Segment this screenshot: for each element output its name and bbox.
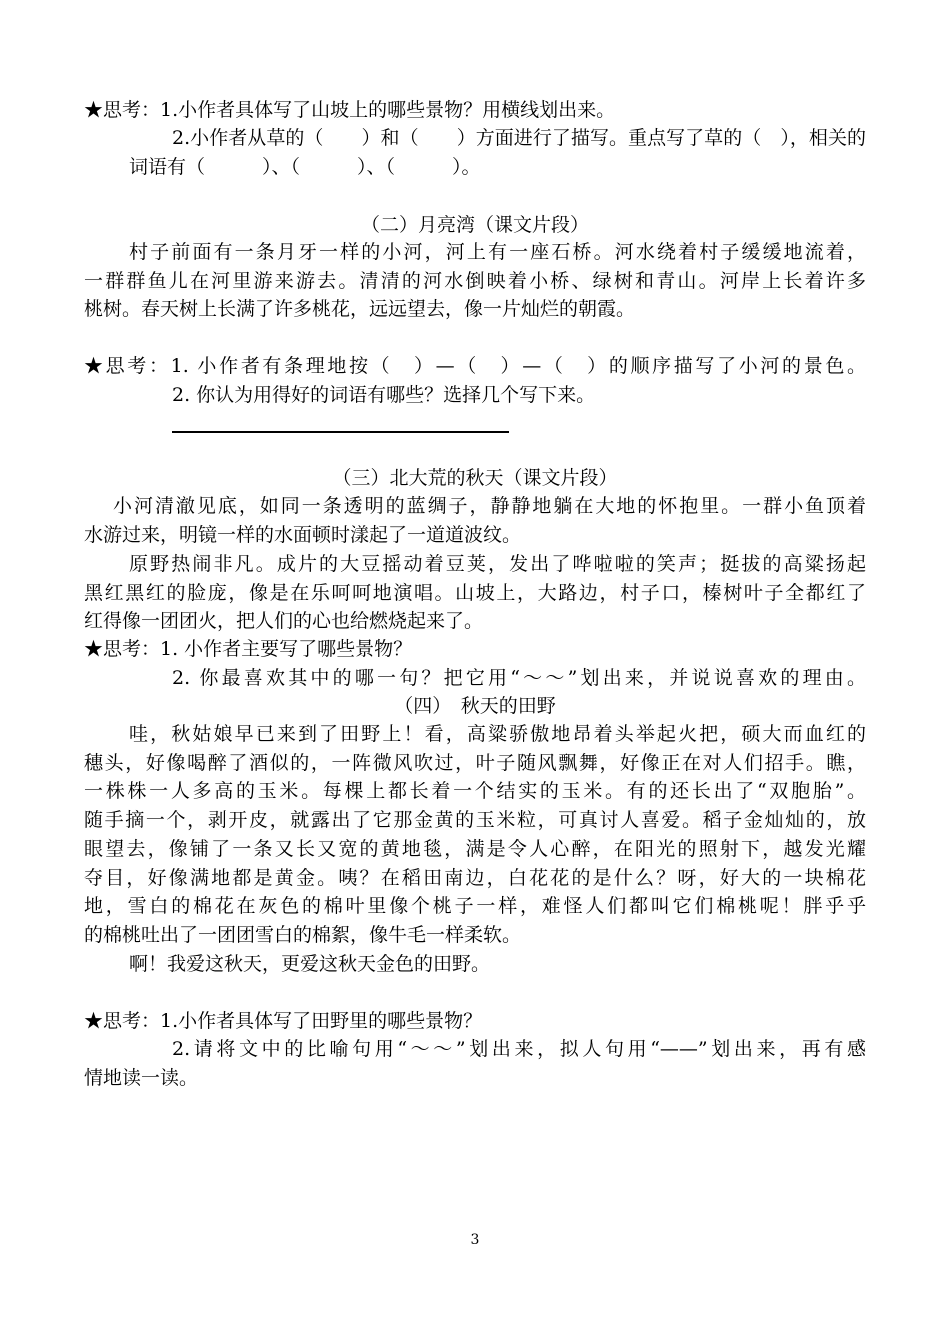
paragraph-line: 一群群鱼儿在河里游来游去。清清的河水倒映着小桥、绿树和青山。河岸上长着许多	[84, 270, 866, 292]
paragraph-line: 的棉桃吐出了一团团雪白的棉絮，像牛毛一样柔软。	[84, 924, 522, 946]
page-number: 3	[470, 1232, 480, 1248]
paragraph-line: 夺目，好像满地都是黄金。咦？在稻田南边，白花花的是什么？呀，好大的一块棉花	[84, 867, 866, 889]
paragraph-line: 红得像一团团火，把人们的心也给燃烧起来了。	[84, 610, 484, 632]
question-1-1: ★思考：1.小作者具体写了山坡上的哪些景物？用横线划出来。	[84, 99, 616, 121]
question-2-1: ★思考：1. 小作者有条理地按（ ）—（ ）—（ ）的顺序描写了小河的景色。	[84, 355, 866, 377]
section-3-heading: （三）北大荒的秋天（课文片段）	[332, 467, 618, 489]
paragraph-line: 黑红黑红的脸庞，像是在乐呵呵地演唱。山坡上，大路边，村子口，榛树叶子全都红了	[84, 582, 866, 604]
paragraph-line: 原野热闹非凡。成片的大豆摇动着豆荚，发出了哗啦啦的笑声；挺拔的高粱扬起	[129, 553, 866, 575]
paragraph-line: 眼望去，像铺了一条又长又宽的黄地毯，满是令人心醉，在阳光的照射下，越发光耀	[84, 838, 866, 860]
question-2-2: 2. 你认为用得好的词语有哪些？选择几个写下来。	[172, 384, 596, 406]
paragraph-line: 哇，秋姑娘早已来到了田野上！看，高粱骄傲地昂着头举起火把，硕大而血红的	[129, 723, 866, 745]
paragraph-line: 水游过来，明镜一样的水面顿时漾起了一道道波纹。	[84, 524, 522, 546]
paragraph-line: 随手摘一个，剥开皮，就露出了它那金黄的玉米粒，可真讨人喜爱。稻子金灿灿的，放	[84, 809, 866, 831]
paragraph-line: 地，雪白的棉花在灰色的棉叶里像个桃子一样，难怪人们都叫它们棉桃呢！胖乎乎	[84, 895, 866, 917]
question-1-2-cont: 词语有（ ）、（ ）、（ ）。	[129, 156, 481, 178]
paragraph-line: 小河清澈见底，如同一条透明的蓝绸子，静静地躺在大地的怀抱里。一群小鱼顶着	[113, 495, 866, 517]
question-1-2: 2.小作者从草的（ ）和（ ）方面进行了描写。重点写了草的（ ），相关的	[172, 127, 866, 149]
paragraph-line: 村子前面有一条月牙一样的小河，河上有一座石桥。河水绕着村子缓缓地流着，	[129, 241, 866, 263]
paragraph-line: 穗头，好像喝醉了酒似的，一阵微风吹过，叶子随风飘舞，好像正在对人们招手。瞧，	[84, 752, 866, 774]
paragraph-line: 啊！我爱这秋天，更爱这秋天金色的田野。	[129, 953, 491, 975]
section-2-heading: （二）月亮湾（课文片段）	[360, 214, 589, 236]
question-4-2-cont: 情地读一读。	[84, 1067, 199, 1089]
answer-line	[172, 431, 509, 433]
question-3-2: 2. 你最喜欢其中的哪一句？把它用“～～”划出来，并说说喜欢的理由。	[172, 667, 866, 689]
question-3-1: ★思考：1. 小作者主要写了哪些景物？	[84, 638, 413, 660]
question-4-1: ★思考：1.小作者具体写了田野里的哪些景物？	[84, 1010, 483, 1032]
paragraph-line: 桃树。春天树上长满了许多桃花，远远望去，像一片灿烂的朝霞。	[84, 298, 636, 320]
section-4-heading: （四） 秋天的田野	[394, 695, 556, 717]
question-4-2: 2.请将文中的比喻句用“～～”划出来，拟人句用“——”划出来，再有感	[172, 1038, 866, 1060]
paragraph-line: 一株株一人多高的玉米。每棵上都长着一个结实的玉米。有的还长出了“双胞胎”。	[84, 780, 866, 802]
